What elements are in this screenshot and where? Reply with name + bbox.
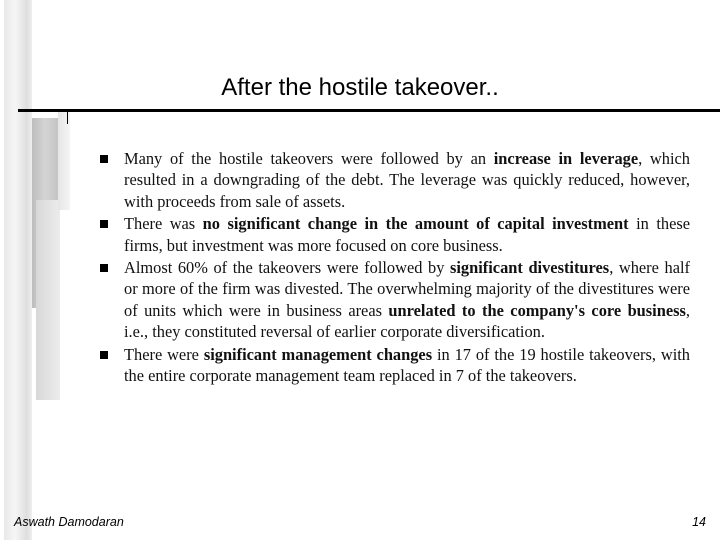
bullet-item: [100, 257, 690, 343]
bullet-text: Many of the hostile takeovers were followed by an: [124, 149, 494, 168]
bullet-text: in these firms, but investment was more focused on core business.: [124, 214, 690, 255]
divider-tick: [67, 112, 68, 124]
bullet-emphasis: increase in leverage: [493, 149, 639, 168]
bullet-item: [100, 148, 690, 212]
square-bullet-icon: [100, 351, 108, 359]
title-divider: [18, 109, 720, 112]
bullet-text: There was: [124, 214, 203, 234]
bullet-text: , which resulted in a downgrading of the debt. The leverage was quickly reduced, however, with proceeds from sale of assets.: [124, 149, 690, 211]
bullet-text: There were: [124, 344, 204, 364]
square-bullet-icon: [100, 220, 108, 228]
page-number: 14: [692, 515, 706, 529]
bullet-text: in 17 of the 19 hostile takeovers, with the entire corporate management team replaced in 7 of the takeovers.: [124, 344, 691, 386]
bullet-text: Almost 60% of the takeovers were followed by: [124, 258, 450, 278]
square-bullet-icon: [100, 155, 108, 163]
bullet-emphasis: no significant change in the amount of capital investment: [202, 214, 629, 234]
bullet-emphasis: unrelated to the company's core business: [388, 300, 686, 320]
bullet-emphasis: significant divestitures: [450, 258, 610, 278]
decorative-bar: [36, 200, 60, 400]
footer-author: Aswath Damodaran: [14, 515, 124, 529]
bullet-item: [100, 213, 690, 256]
bullet-text: , where half or more of the firm was divested. The overwhelming majority of the divestitures were of units which were in business areas: [124, 258, 690, 320]
bullet-text: , i.e., they constituted reversal of earlier corporate diversification.: [124, 300, 690, 342]
bullet-list: [100, 148, 690, 387]
decorative-bar: [58, 110, 70, 210]
slide-title: After the hostile takeover..: [221, 74, 499, 101]
square-bullet-icon: [100, 264, 108, 272]
bullet-item: [100, 344, 690, 387]
bullet-emphasis: significant management changes: [203, 344, 433, 364]
